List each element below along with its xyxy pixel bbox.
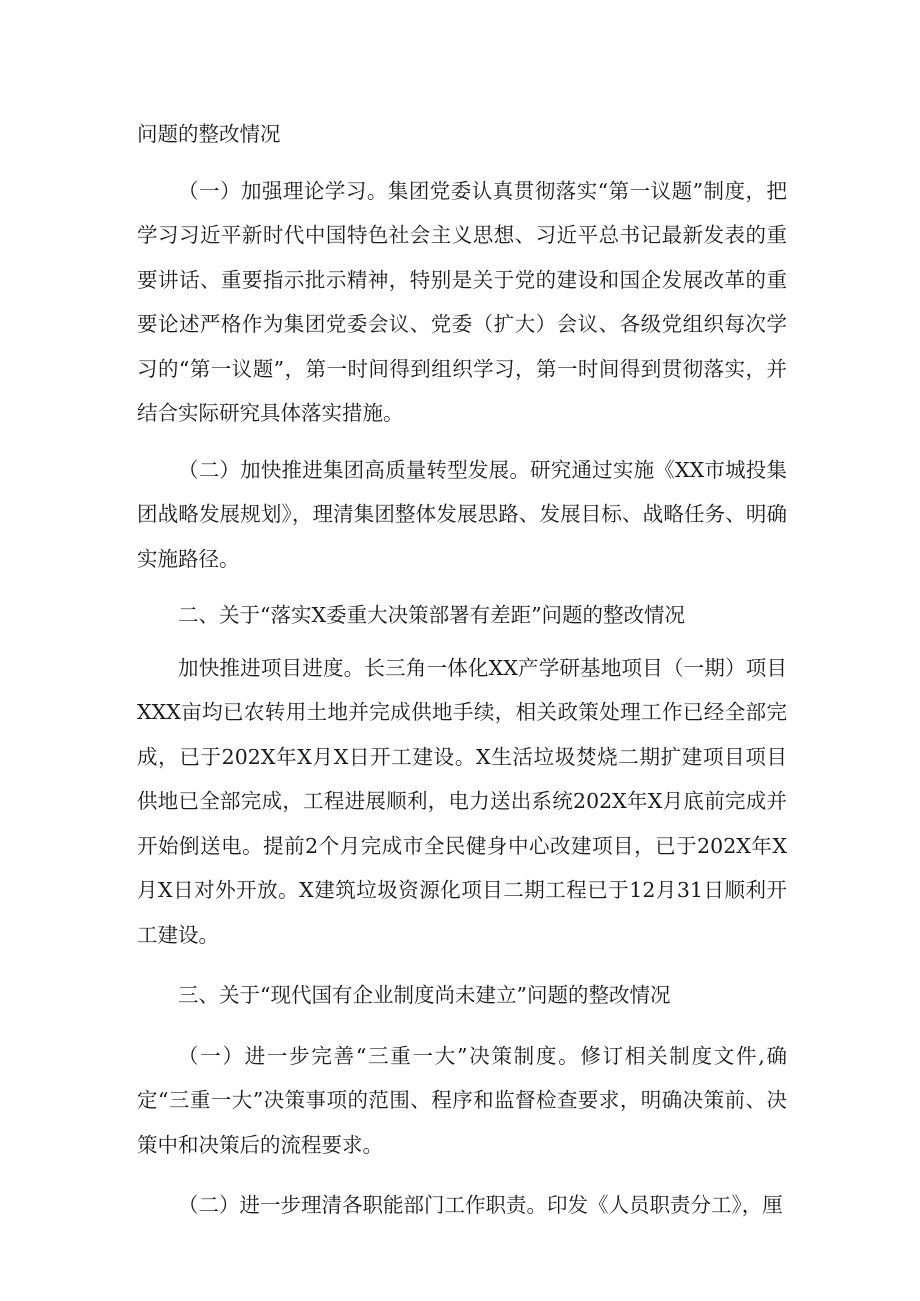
paragraph-project-progress: 加快推进项目进度。长三角一体化XX产学研基地项目（一期）项目XXX亩均已农转用土地并完成供地手续，相关政策处理工作已经全部完成，已于202X年X月X日开工建设。X生活垃圾焚烧二期扩建项目项目供地已全部完成，工程进展顺利，电力送出系统202X年X月底前完成并开始倒送电。提前2个月完成市全民健身中心改建项目，已于202X年X月X日对外开放。X建筑垃圾资源化项目二期工程已于12月31日顺利开工建设。 <box>137 655 787 947</box>
paragraph-heading-continuation: 问题的整改情况 <box>137 122 281 146</box>
paragraph-department-duties: （二）进一步理清各职能部门工作职责。印发《人员职责分工》，厘 <box>178 1193 783 1217</box>
paragraph-theory-study: （一）加强理论学习。集团党委认真贯彻落实“第一议题”制度，把学习习近平新时代中国特色社会主义思想、习近平总书记最新发表的重要讲话、重要指示批示精神，特别是关于党的建设和国企发展改革的重要论述严格作为集团党委会议、党委（扩大）会议、各级党组织每次学习的“第一议题”，第一时间得到组织学习，第一时间得到贯彻落实，并结合实际研究具体落实措施。 <box>137 178 787 425</box>
paragraph-transformation: （二）加快推进集团高质量转型发展。研究通过实施《XX市城投集团战略发展规划》，理清集团整体发展思路、发展目标、战略任务、明确实施路径。 <box>137 457 787 571</box>
section-heading-three: 三、关于“现代国有企业制度尚未建立”问题的整改情况 <box>178 983 671 1007</box>
section-heading-two: 二、关于“落实X委重大决策部署有差距”问题的整改情况 <box>178 603 686 627</box>
document-body <box>137 112 787 1228</box>
paragraph-decision-system: （一）进一步完善“三重一大”决策制度。修订相关制度文件,确定“三重一大”决策事项的范围、程序和监督检查要求，明确决策前、决策中和决策后的流程要求。 <box>137 1043 787 1157</box>
